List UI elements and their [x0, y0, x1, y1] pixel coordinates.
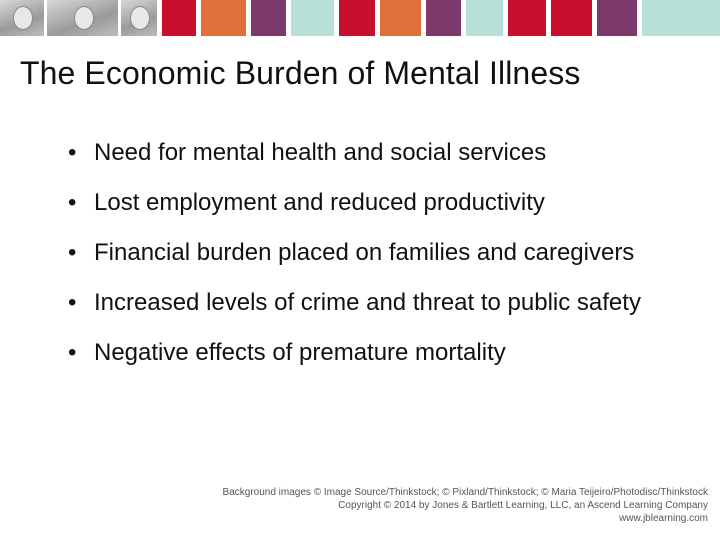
- banner-tile: [426, 0, 461, 36]
- bullet-text: Negative effects of premature mortality: [94, 339, 506, 366]
- banner-photo-family: [47, 0, 118, 36]
- bullet-glyph: •: [68, 139, 77, 166]
- credits-line: Background images © Image Source/Thinkstock; © Pixland/Thinkstock; © Maria Teijeiro/Photodisc/Thinkstock: [222, 487, 708, 498]
- banner-tile: [597, 0, 637, 36]
- bullet-item: [64, 186, 684, 219]
- header-banner: [0, 0, 720, 36]
- bullet-text: Need for mental health and social services: [94, 139, 547, 166]
- bullet-text: Financial burden placed on families and caregivers: [94, 239, 635, 266]
- banner-tile: [251, 0, 286, 36]
- banner-tile: [380, 0, 421, 36]
- banner-tile: [162, 0, 196, 36]
- slide-title: The Economic Burden of Mental Illness: [20, 55, 581, 91]
- banner-tile: [339, 0, 375, 36]
- bullet-item: [64, 336, 684, 369]
- bullet-item: [64, 286, 684, 319]
- bullet-text: Lost employment and reduced productivity: [94, 189, 545, 216]
- website-link[interactable]: www.jblearning.com: [619, 513, 708, 524]
- banner-tile: [508, 0, 546, 36]
- banner-tile: [201, 0, 246, 36]
- banner-tile: [466, 0, 503, 36]
- bullet-text: Increased levels of crime and threat to public safety: [94, 289, 641, 316]
- banner-photo-child: [0, 0, 44, 36]
- banner-photo-woman: [121, 0, 157, 36]
- banner-tile: [291, 0, 334, 36]
- banner-tile: [551, 0, 592, 36]
- bullet-list: [64, 136, 684, 386]
- bullet-item: [64, 236, 684, 269]
- bullet-glyph: •: [68, 239, 77, 266]
- bullet-glyph: •: [68, 289, 77, 316]
- image-credits: [148, 486, 708, 525]
- bullet-glyph: •: [68, 189, 77, 216]
- bullet-glyph: •: [68, 339, 77, 366]
- banner-tile: [642, 0, 720, 36]
- bullet-item: [64, 136, 684, 169]
- copyright-line: Copyright © 2014 by Jones & Bartlett Learning, LLC, an Ascend Learning Company: [338, 500, 708, 511]
